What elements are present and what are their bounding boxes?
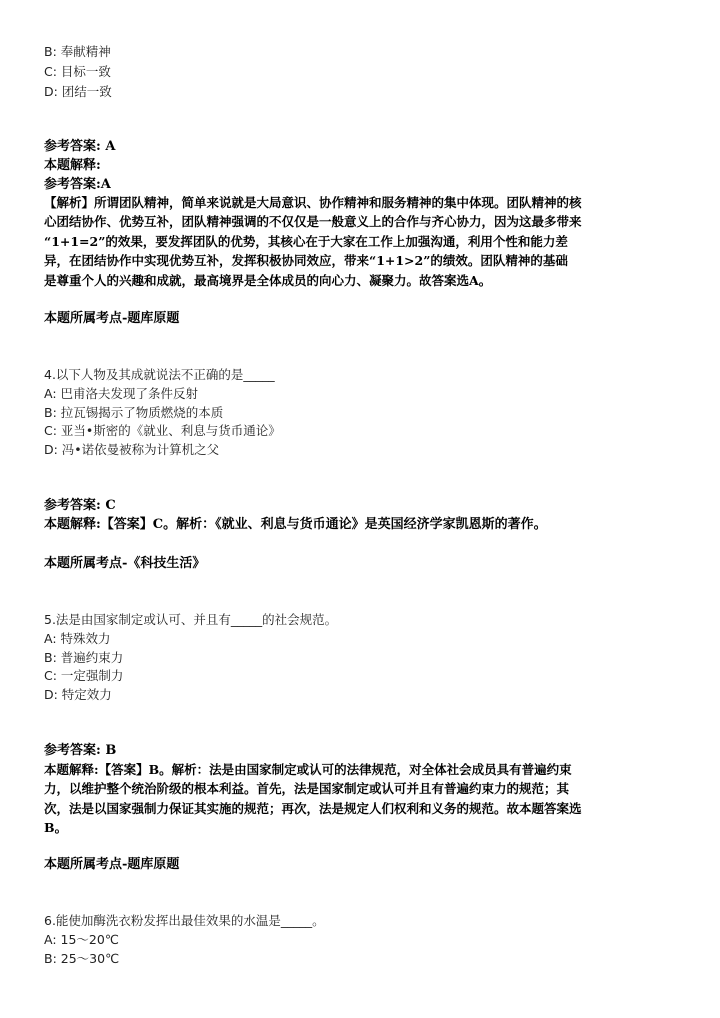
q3-answer-repeat: 参考答案:A [44,177,111,192]
q3-analysis-line: “1+1=2”的效果，要发挥团队的优势，其核心在于大家在工作上加强沟通，利用个性和能力差 [44,233,568,249]
q4-option-b: B: 拉瓦锡揭示了物质燃烧的本质 [44,405,224,420]
q5-option-c: C: 一定强制力 [44,668,124,683]
q5-explain-line: B。 [44,820,68,836]
q5-explain-line: 次，法是以国家强制力保证其实施的规范；再次，法是规定人们权利和义务的规范。故本题答案选 [44,800,582,816]
q5-answer: 参考答案: B [44,743,117,758]
q4-option-a: A: 巴甫洛夫发现了条件反射 [44,386,199,401]
q5-option-d: D: 特定效力 [44,687,112,702]
q3-analysis-line: 异，在团结协作中实现优势互补，发挥积极协同效应，带来“1+1>2”的绩效。团队精神的基础 [44,253,568,269]
q4-point: 本题所属考点-《科技生活》 [44,556,206,571]
q5-explain-line: 本题解释:【答案】B。解析：法是由国家制定或认可的法律规范，对全体社会成员具有普遍约束 [44,762,572,777]
q5-point: 本题所属考点-题库原题 [44,857,180,872]
q5-explain [44,760,678,838]
q4-answer: 参考答案: C [44,498,116,513]
q6-option-b: B: 25～30℃ [44,951,120,966]
option-c: C: 目标一致 [44,64,111,79]
q4-option-d: D: 冯•诺依曼被称为计算机之父 [44,442,220,457]
q6-option-a: A: 15～20℃ [44,932,119,947]
q5-option-a: A: 特殊效力 [44,631,111,646]
q3-analysis [44,193,678,290]
q3-explain-label: 本题解释: [44,158,101,173]
q3-analysis-line: 是尊重个人的兴趣和成就，最高境界是全体成员的向心力、凝聚力。故答案选A。 [44,272,492,288]
q6-question: 6.能使加酶洗衣粉发挥出最佳效果的水温是_____。 [44,913,325,928]
q5-explain-line: 力，以维护整个统治阶级的根本利益。首先，法是国家制定或认可并且有普遍约束力的规范；其 [44,781,570,797]
q3-point: 本题所属考点-题库原题 [44,311,180,326]
q3-answer: 参考答案: A [44,139,116,154]
q4-question: 4.以下人物及其成就说法不正确的是_____ [44,367,275,382]
q3-analysis-line: 【解析】所谓团队精神，简单来说就是大局意识、协作精神和服务精神的集中体现。团队精神的核 [44,195,582,210]
q3-analysis-line: 心团结协作、优势互补，团队精神强调的不仅仅是一般意义上的合作与齐心协力，因为这最多带来 [44,214,582,230]
q4-explain: 本题解释:【答案】C。解析：《就业、利息与货币通论》是英国经济学家凯恩斯的著作。 [44,517,547,532]
q5-option-b: B: 普遍约束力 [44,650,124,665]
q5-question: 5.法是由国家制定或认可、并且有_____的社会规范。 [44,612,338,627]
option-d: D: 团结一致 [44,84,112,99]
q4-option-c: C: 亚当•斯密的《就业、利息与货币通论》 [44,423,281,438]
option-b: B: 奉献精神 [44,44,111,59]
